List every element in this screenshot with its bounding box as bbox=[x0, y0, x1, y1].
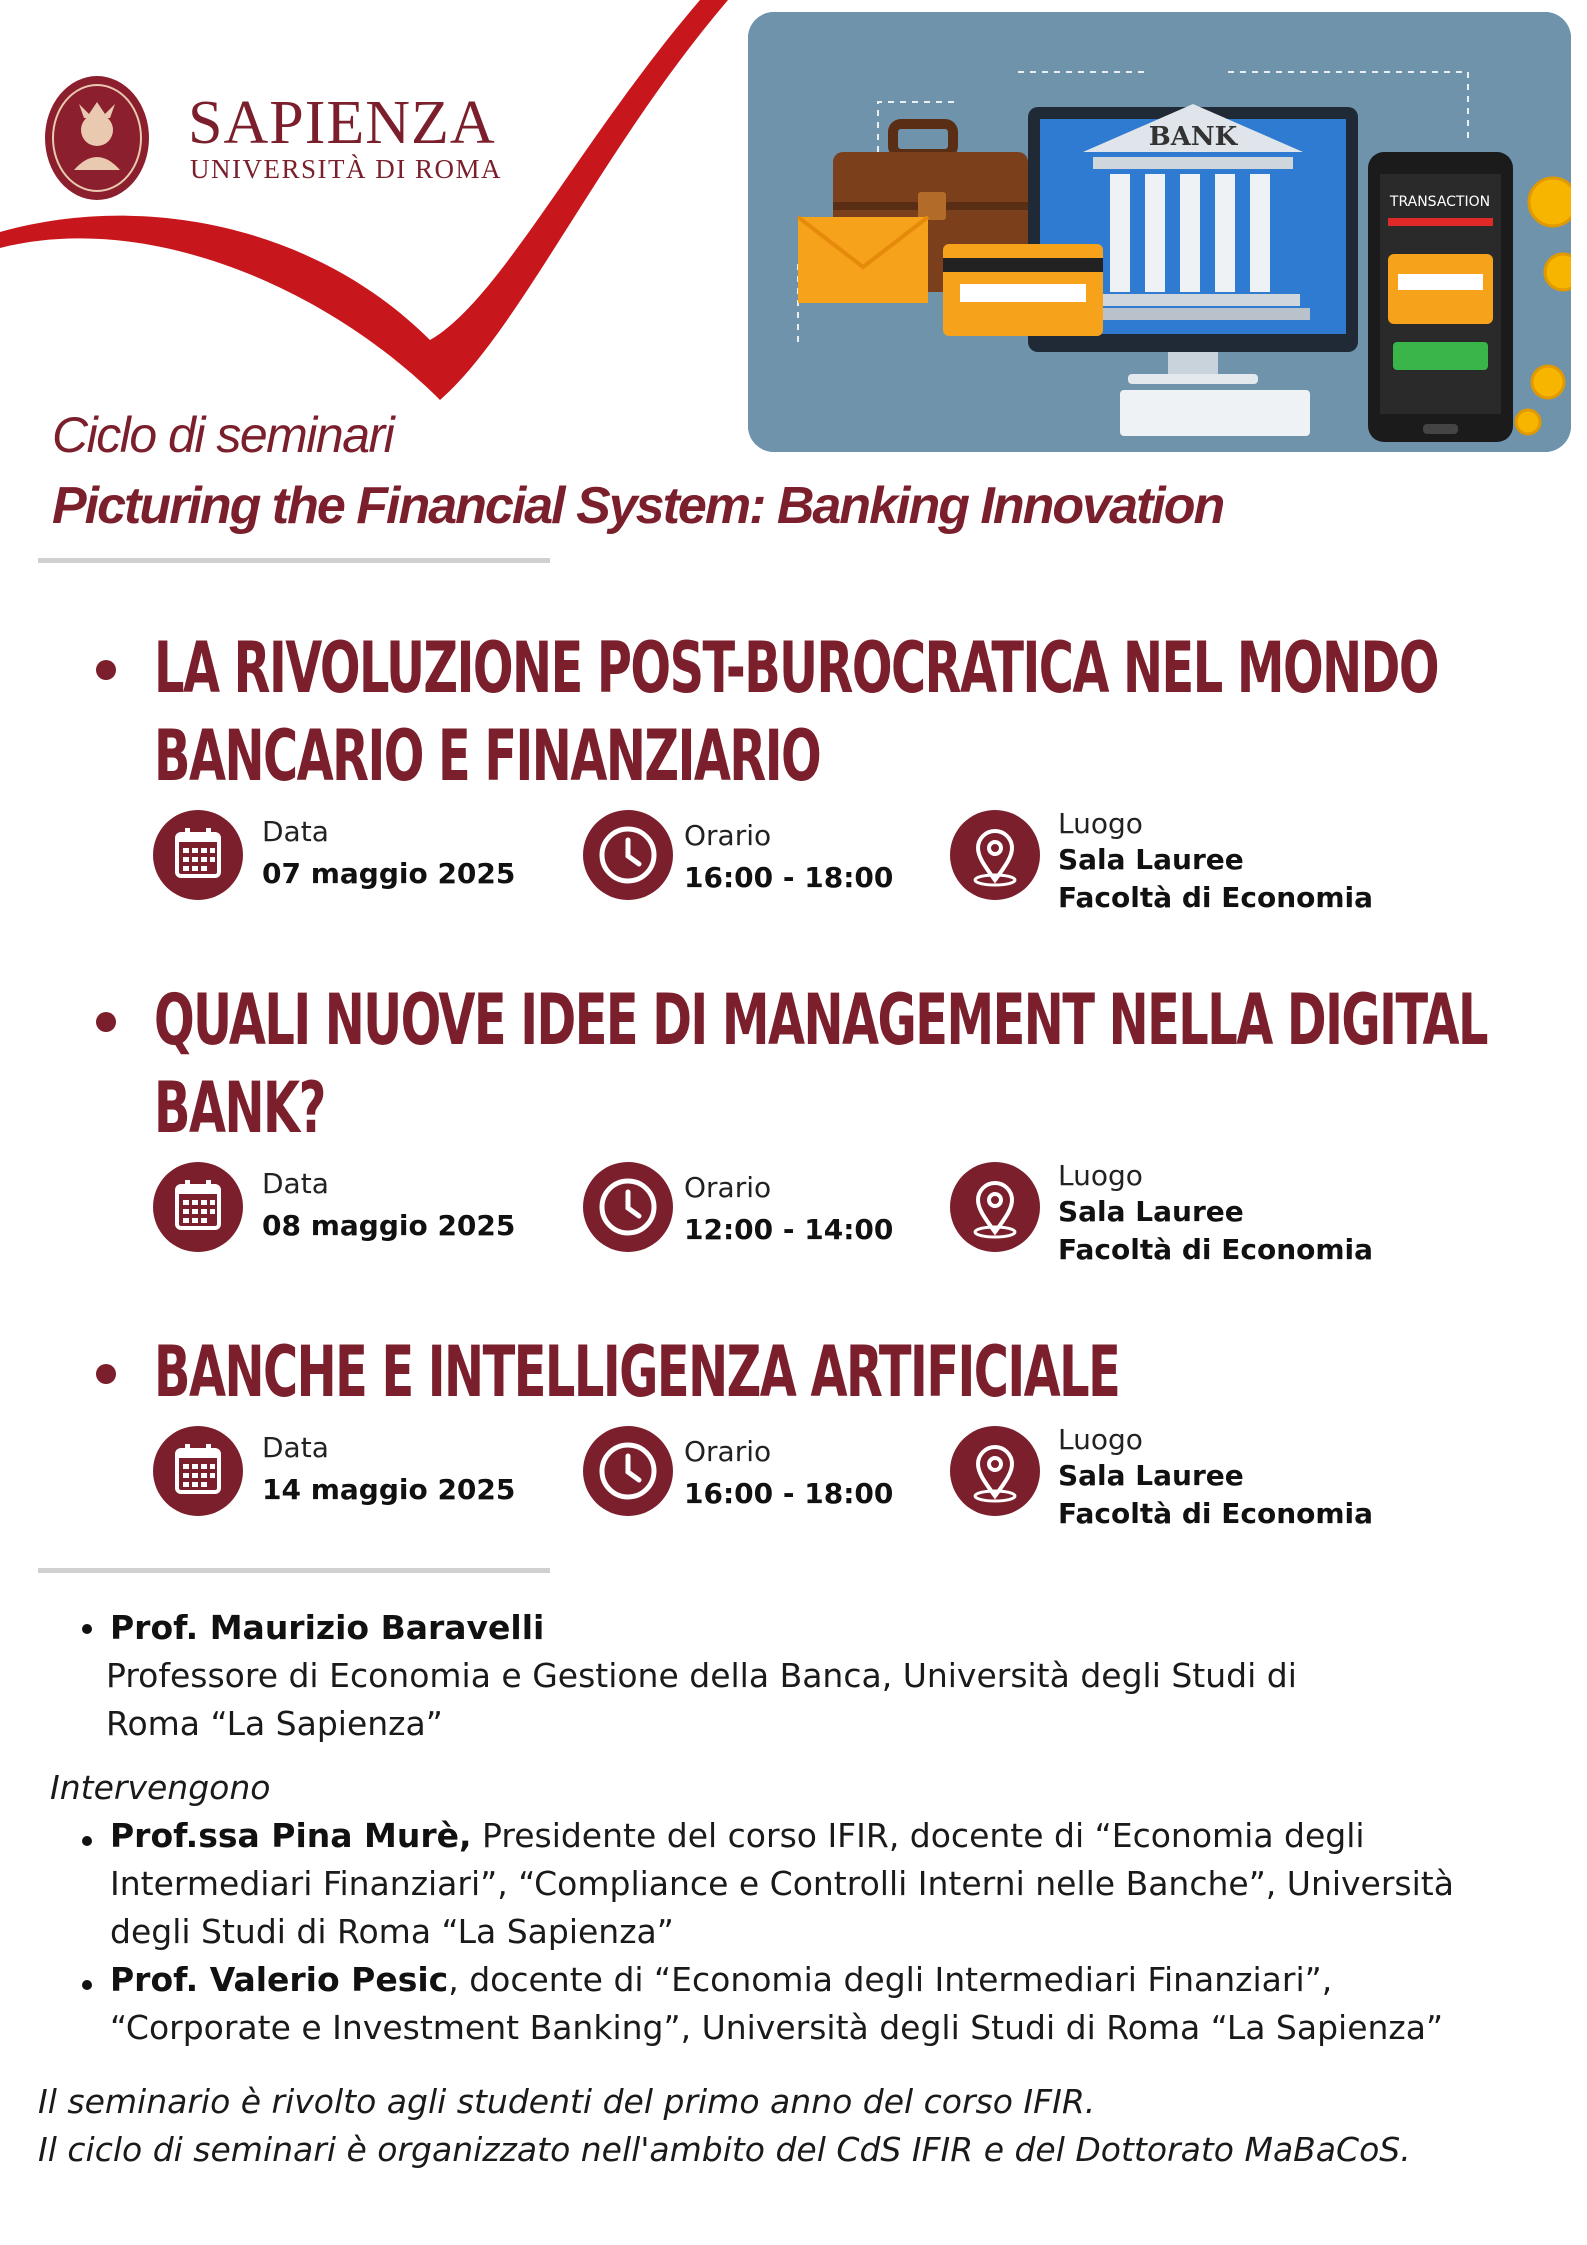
speaker-2-line2: “Corporate e Investment Banking”, Università degli Studi di Roma “La Sapienza” bbox=[110, 2008, 1444, 2047]
seminar-1-title-line1: LA RIVOLUZIONE POST-BUROCRATICA NEL MONDO bbox=[154, 627, 1439, 709]
sapienza-seal-logo bbox=[44, 74, 150, 202]
chair-role-line1: Professore di Economia e Gestione della Banca, Università degli Studi di bbox=[106, 1656, 1297, 1695]
speaker-1-line2: Intermediari Finanziari”, “Compliance e Controlli Interni nelle Banche”, Università bbox=[110, 1864, 1454, 1903]
seminar-3-place-line2: Facoltà di Economia bbox=[1058, 1497, 1374, 1530]
chair-name: Prof. Maurizio Baravelli bbox=[110, 1608, 545, 1647]
seminar-1-time-label: Orario bbox=[684, 819, 772, 852]
seminar-2-date: 08 maggio 2025 bbox=[262, 1209, 516, 1242]
bank-label: BANK bbox=[1148, 122, 1238, 152]
seminar-3-bullet bbox=[96, 1364, 116, 1384]
seminar-3-time-label: Orario bbox=[684, 1435, 772, 1468]
series-title: Picturing the Financial System: Banking Innovation bbox=[52, 477, 1224, 535]
brand-subtitle: UNIVERSITÀ DI ROMA bbox=[190, 154, 502, 184]
seminar-2-time: 12:00 - 14:00 bbox=[684, 1213, 894, 1246]
seminar-3-location-pin-icon bbox=[950, 1426, 1040, 1516]
speaker-1-line3: degli Studi di Roma “La Sapienza” bbox=[110, 1912, 674, 1951]
speaker-2-bullet bbox=[82, 1980, 92, 1990]
speaker-1-name: Prof.ssa Pina Murè, bbox=[110, 1816, 472, 1855]
seminar-1-place-line1: Sala Lauree bbox=[1058, 843, 1244, 876]
seminar-3-place-line1: Sala Lauree bbox=[1058, 1459, 1244, 1492]
seminar-2-place-label: Luogo bbox=[1058, 1159, 1143, 1192]
speaker-1-bullet bbox=[82, 1836, 92, 1846]
seminar-2-calendar-icon bbox=[153, 1162, 243, 1252]
seminar-1-date-label: Data bbox=[262, 815, 329, 848]
seminar-2-bullet bbox=[96, 1012, 116, 1032]
seminar-3-time: 16:00 - 18:00 bbox=[684, 1477, 894, 1510]
seminar-1-title-line2: BANCARIO E FINANZIARIO bbox=[154, 715, 821, 797]
seminar-1-time: 16:00 - 18:00 bbox=[684, 861, 894, 894]
decorative-red-swoosh bbox=[0, 0, 760, 420]
speaker-1-line1: Presidente del corso IFIR, docente di “Economia degli bbox=[471, 1816, 1365, 1855]
seminar-3-calendar-icon bbox=[153, 1426, 243, 1516]
seminar-2-title-line2: BANK? bbox=[154, 1067, 325, 1149]
hero-banking-illustration bbox=[748, 12, 1571, 452]
seminar-3-date: 14 maggio 2025 bbox=[262, 1473, 516, 1506]
seminar-3-title-line1: BANCHE E INTELLIGENZA ARTIFICIALE bbox=[154, 1331, 1120, 1413]
seminar-1-place-line2: Facoltà di Economia bbox=[1058, 881, 1374, 914]
seminar-3-place-label: Luogo bbox=[1058, 1423, 1143, 1456]
seminar-1-bullet bbox=[96, 660, 116, 680]
seminar-1-date: 07 maggio 2025 bbox=[262, 857, 516, 890]
series-label: Ciclo di seminari bbox=[52, 407, 394, 463]
seminar-2-date-label: Data bbox=[262, 1167, 329, 1200]
chair-role-line2: Roma “La Sapienza” bbox=[106, 1704, 443, 1743]
seminar-2-time-label: Orario bbox=[684, 1171, 772, 1204]
divider-bottom bbox=[38, 1568, 550, 1573]
seminar-2-location-pin-icon bbox=[950, 1162, 1040, 1252]
footer-line2: Il ciclo di seminari è organizzato nell'ambito del CdS IFIR e del Dottorato MaBaCoS. bbox=[38, 2130, 1411, 2169]
seminar-3-clock-icon bbox=[583, 1426, 673, 1516]
footer-line1: Il seminario è rivolto agli studenti del primo anno del corso IFIR. bbox=[38, 2082, 1096, 2121]
phone-label: TRANSACTION bbox=[1389, 194, 1491, 210]
speaker-2-name: Prof. Valerio Pesic bbox=[110, 1960, 449, 1999]
seminar-2-title-line1: QUALI NUOVE IDEE DI MANAGEMENT NELLA DIGITAL bbox=[154, 979, 1487, 1061]
seminar-1-place-label: Luogo bbox=[1058, 807, 1143, 840]
seminar-1-calendar-icon bbox=[153, 810, 243, 900]
seminar-2-place-line1: Sala Lauree bbox=[1058, 1195, 1244, 1228]
seminar-2-clock-icon bbox=[583, 1162, 673, 1252]
seminar-1-location-pin-icon bbox=[950, 810, 1040, 900]
brand-name: SAPIENZA bbox=[188, 89, 496, 157]
seminar-2-place-line2: Facoltà di Economia bbox=[1058, 1233, 1374, 1266]
seminar-1-clock-icon bbox=[583, 810, 673, 900]
speakers-heading: Intervengono bbox=[50, 1768, 271, 1807]
seminar-3-date-label: Data bbox=[262, 1431, 329, 1464]
chair-bullet bbox=[82, 1624, 92, 1634]
speaker-2-line1: , docente di “Economia degli Intermediari Finanziari”, bbox=[448, 1960, 1333, 1999]
divider-top bbox=[38, 558, 550, 563]
